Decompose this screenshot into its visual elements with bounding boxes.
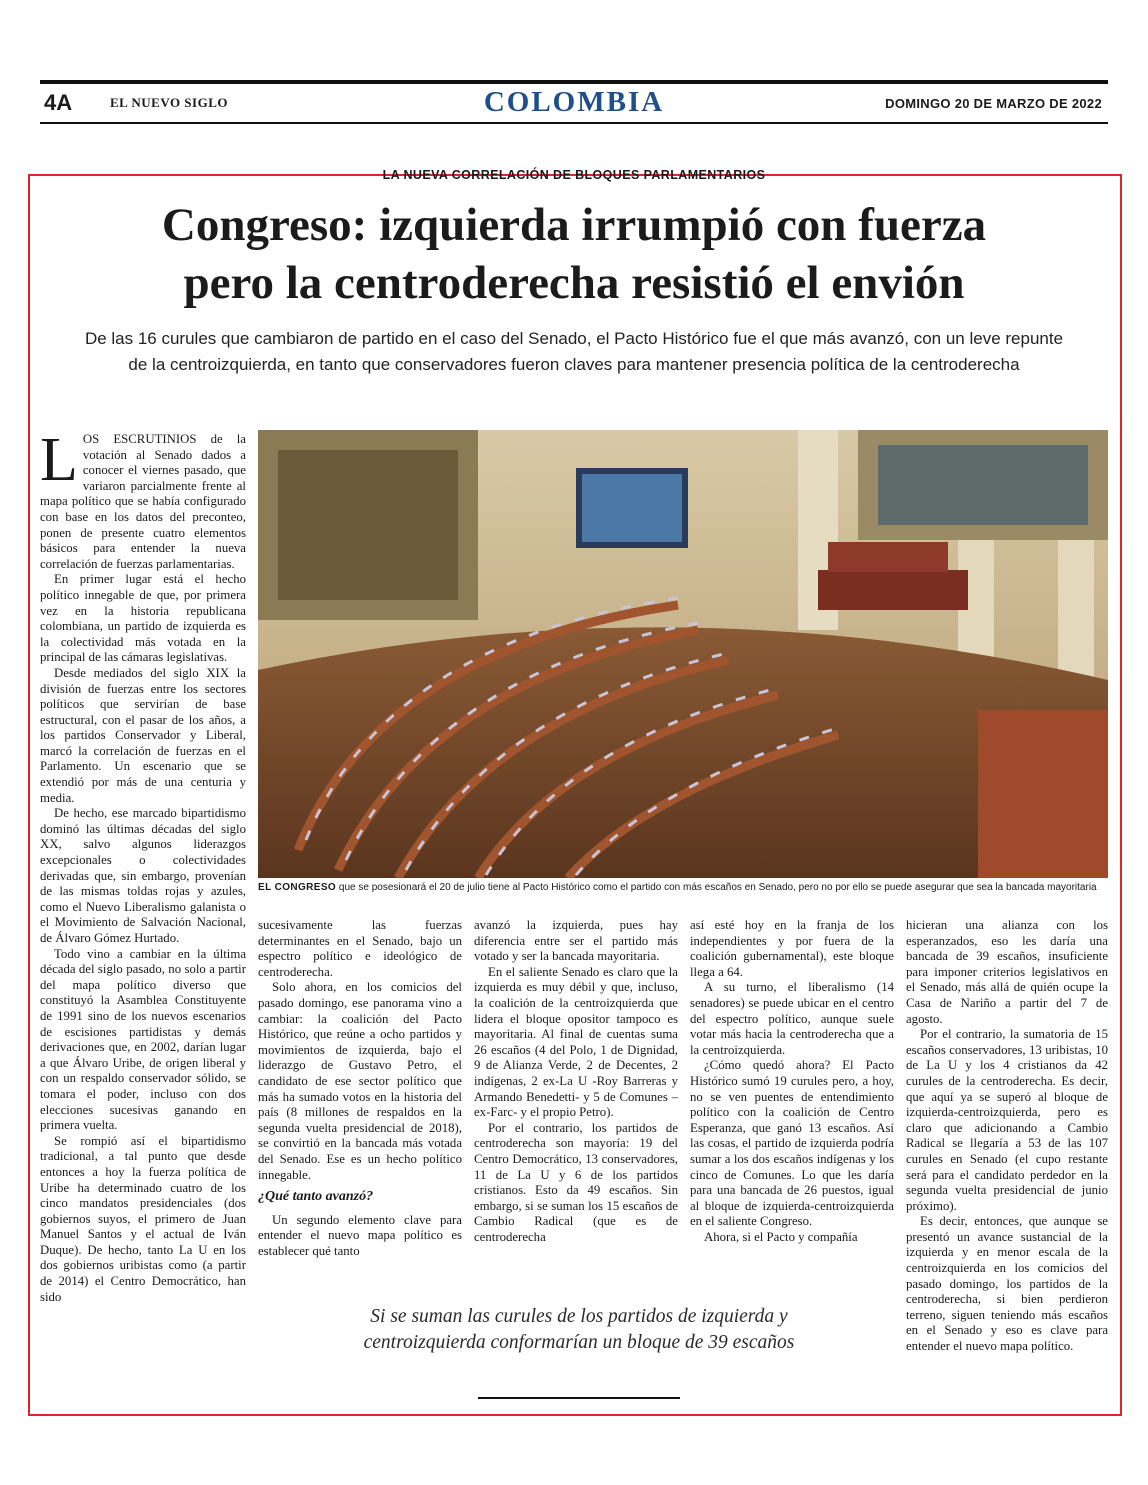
paragraph: Se rompió así el bipartidismo tradicional, a tal punto que desde entonces a hoy la fuerza política de Uribe ha determinado cuatro de los cinco mandatos presidenciales (dos gobiernos suyos, el primero de Juan Manuel Santos y el actual de Iván Duque). De hecho, tanto La U en los dos gobiernos uribistas como (a partir de 2014) el Centro Democrático, han sido	[40, 1133, 246, 1304]
article-column-2	[258, 918, 462, 1259]
article-headline	[40, 196, 1108, 312]
headline-line-2: pero la centroderecha resistió el envión	[183, 257, 965, 309]
paragraph: avanzó la izquierda, pues hay diferencia entre ser el partido más votado y ser la bancada mayoritaria.	[474, 918, 678, 964]
paragraph: Desde mediados del siglo XIX la división de fuerzas entre los sectores políticos que servirían de base estructural, con el pasar de los años, a los partidos Conservador y Liberal, marcó la correlación de fuerzas en el Parlamento. Un escenario que se extendió por más de una centuria y media.	[40, 665, 246, 805]
paragraph: hicieran una alianza con los esperanzados, eso les daría una bancada de 39 escaños, insuficiente para imponer criterios legislativos en el Senado, más allá de quién ocupe la Casa de Nariño a partir del 7 de agosto.	[906, 918, 1108, 1026]
paragraph: En el saliente Senado es claro que la izquierda es muy débil y que, incluso, la coalición de la centroizquierda que lidera el bloque opositor tampoco es mayoritaria. Al final de cuentas suma 26 escaños (4 del Polo, 1 de Dignidad, 9 de Alianza Verde, 2 de Decentes, 2 indígenas, 2 ex-La U -Roy Barreras y Armando Benedetti- y 5 de Comunes –ex-Farc- y el propio Petro).	[474, 964, 678, 1120]
paragraph: En primer lugar está el hecho político innegable de que, por primera vez en la historia republicana colombiana, un partido de izquierda es la colectividad más votada en la principal de las cámaras legislativas.	[40, 572, 246, 665]
paragraph: LOS ESCRUTINIOS de la votación al Senado dados a conocer el viernes pasado, que variaron parcialmente frente al mapa político que se había configurado con base en los datos del preconteo, ponen de presente cuatro elementos básicos para entender la nueva correlación de fuerzas parlamentarias.	[40, 426, 246, 571]
caption-text: que se posesionará el 20 de julio tiene al Pacto Histórico como el partido con más escaños en Senado, pero no por ello se puede asegurar que sea la bancada mayoritaria	[338, 882, 1097, 893]
masthead	[40, 80, 1108, 124]
pull-quote-rule	[478, 1397, 680, 1399]
pull-quote: Si se suman las curules de los partidos de izquierda y centroizquierda conformarían un bloque de 39 escaños	[363, 1306, 795, 1353]
paragraph: ¿Cómo quedó ahora? El Pacto Histórico sumó 19 curules pero, a hoy, no se ven puentes de entendimiento político con la coalición de Centro Esperanza, que ganó 13 escaños. Así las cosas, el partido de izquierda podría sumar a los dos escaños indígenas y los cinco de Comunes. Lo que les daría para una bancada de 26 puestos, igual al bloque de izquierda-centroizquierda en el saliente Congreso.	[690, 1058, 894, 1229]
article-column-3	[474, 918, 678, 1245]
drop-cap: L	[40, 426, 78, 494]
headline-line-1: Congreso: izquierda irrumpió con fuerza	[161, 199, 987, 251]
article-column-1	[40, 426, 246, 1305]
article-deck: De las 16 curules que cambiaron de partido en el caso del Senado, el Pacto Histórico fue el que más avanzó, con un leve repunte de la centroizquierda, en tanto que conservadores fueron claves para mantener presencia política de la centroderecha	[84, 329, 1064, 374]
paragraph: Es decir, entonces, que aunque se presentó un avance sustancial de la izquierda y en menor escala de la centroizquierda en los comicios del pasado domingo, los partidos de la centroderecha, si bien perdieron terreno, siguen teniendo más escaños en el Senado y eso es clave para entender el nuevo mapa político.	[906, 1214, 1108, 1354]
article-kicker: LA NUEVA CORRELACIÓN DE BLOQUES PARLAMENTARIOS	[382, 168, 766, 182]
paragraph: Ahora, si el Pacto y compañía	[704, 1229, 858, 1244]
paragraph: Por el contrario, los partidos de centroderecha son mayoría: 19 del Centro Democrático, 13 conservadores, 11 de La U y 6 de los partidos cristianos. Esto da 49 escaños. Sin embargo, si se suman los 15 escaños de Cambio Radical (que es de centroderecha	[474, 1120, 678, 1244]
paragraph: Por el contrario, la sumatoria de 15 escaños conservadores, 13 uribistas, 10 de La U y los 4 cristianos da 42 curules de la centroderecha. Es decir, que aquí ya se superó al bloque de izquierda-centroizquierda, pero es claro que adicionando a Cambio Radical se llegaría a 53 de las 107 curules en Senado (el cupo restante será para el candidato perdedor en la segunda vuelta presidencial de junio próximo).	[906, 1027, 1108, 1213]
masthead-top-rule	[40, 80, 1108, 84]
masthead-bottom-rule	[40, 122, 1108, 124]
article-column-4	[690, 918, 894, 1245]
photo-caption	[258, 881, 1108, 895]
paragraph: Solo ahora, en los comicios del pasado domingo, ese panorama vino a cambiar: la coalición del Pacto Histórico, que reúne a ocho partidos y movimientos de izquierda, bajo el liderazgo de Gustavo Petro, el candidato de ese sector político que más ha sumado votos en la historia del país (8 millones de respaldos en la segunda vuelta presidencial de 2018), se convirtió en la bancada más votada del Senado. Ese es un hecho político innegable.	[258, 980, 462, 1182]
paragraph: De hecho, ese marcado bipartidismo dominó las últimas décadas del siglo XX, salvo algunos liderazgos excepcionales o colectividades derivadas que, sin embargo, provenían de las mismas toldas rojas y azules, como el Nuevo Liberalismo galanista o el Movimiento de Salvación Nacional, de Álvaro Gómez Hurtado.	[40, 806, 246, 945]
article-column-5	[906, 918, 1108, 1355]
paragraph: Un segundo elemento clave para entender el nuevo mapa político es establecer qué tanto	[258, 1212, 462, 1258]
paragraph: Todo vino a cambiar en la última década del siglo pasado, no solo a partir del mapa político diverso que constituyó la Asamblea Constituyente de 1991 sino de los nuevos escenarios de escisiones partidistas y demás derivaciones que, en 2002, darían lugar a que Álvaro Uribe, de origen liberal y con un respaldo conservador sólido, se tomara el poder, incluso con dos elecciones sucesivas ganando en primera vuelta.	[40, 946, 246, 1133]
issue-date: DOMINGO 20 DE MARZO DE 2022	[885, 96, 1102, 111]
subheading: ¿Qué tanto avanzó?	[258, 1189, 374, 1205]
caption-label: EL CONGRESO	[258, 882, 337, 893]
paragraph: A su turno, el liberalismo (14 senadores) se puede ubicar en el centro del espectro político, aunque suele votar más hacia la centroderecha que a la centroizquierda.	[690, 980, 894, 1057]
publication-name: EL NUEVO SIGLO	[110, 95, 228, 110]
section-title: COLOMBIA	[483, 86, 665, 118]
paragraph: así esté hoy en la franja de los independientes y por fuera de la coalición gubernamental), este bloque llega a 64.	[690, 918, 894, 979]
congress-chamber-photo	[258, 430, 1108, 878]
page-number: 4A	[44, 90, 73, 115]
paragraph: sucesivamente las fuerzas determinantes en el Senado, bajo un espectro político e ideológico de centroderecha.	[258, 918, 462, 979]
